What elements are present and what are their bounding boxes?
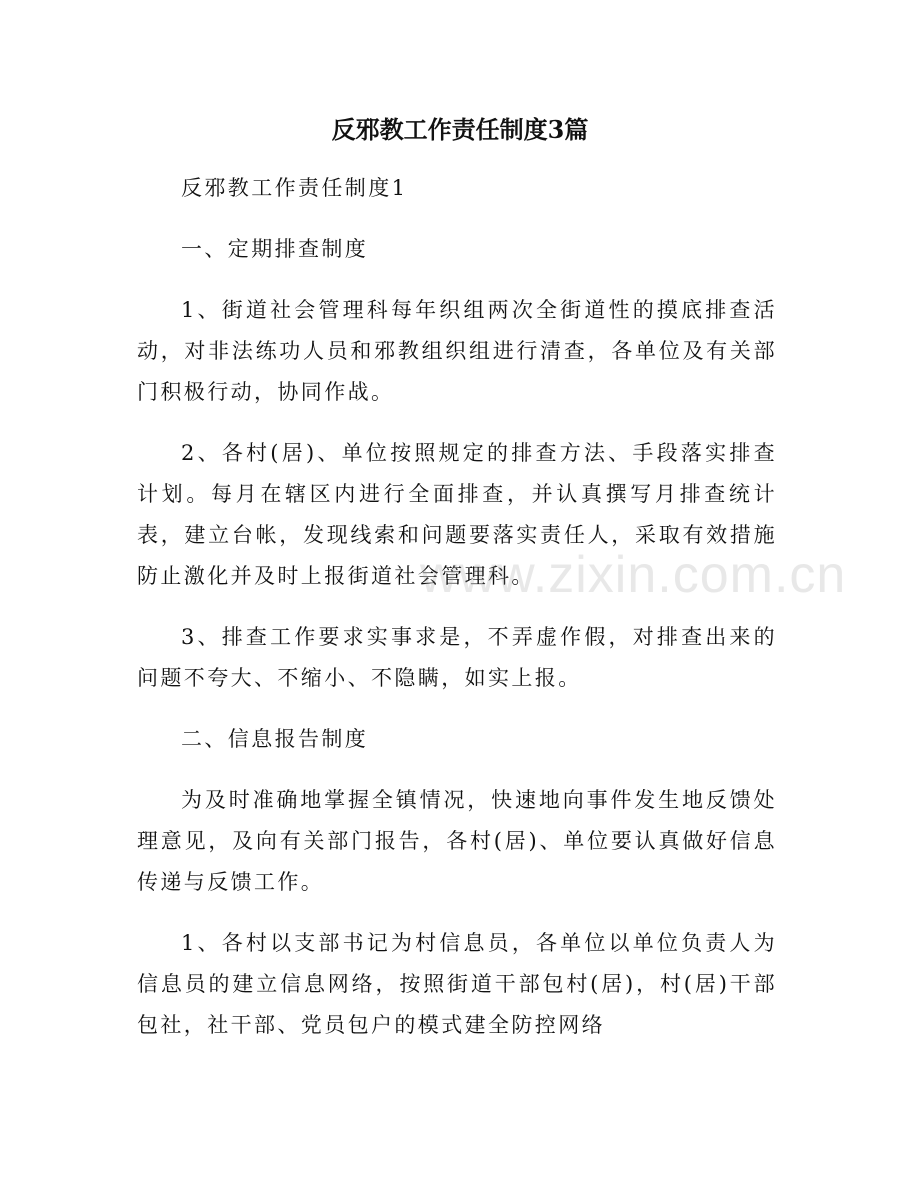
paragraph: 为及时准确地掌握全镇情况，快速地向事件发生地反馈处理意见，及向有关部门报告，各村(居)、单位要认真做好信息传递与反馈工作。 <box>137 788 777 894</box>
document-title: 反邪教工作责任制度3篇 <box>331 115 589 144</box>
paragraph: 3、排查工作要求实事求是，不弄虚作假，对排查出来的问题不夸大、不缩小、不隐瞒，如实上报。 <box>137 625 777 690</box>
watermark: www.zixin.com.cn <box>420 546 847 604</box>
paragraph: 1、各村以支部书记为村信息员，各单位以单位负责人为信息员的建立信息网络，按照街道干部包村(居)，村(居)干部包社，社干部、党员包户的模式建全防控网络 <box>137 931 777 1037</box>
subtitle: 反邪教工作责任制度1 <box>181 176 408 200</box>
section-heading-1: 一、定期排查制度 <box>181 237 369 261</box>
paragraph: 2、各村(居)、单位按照规定的排查方法、手段落实排查计划。每月在辖区内进行全面排查，并认真撰写月排查统计表，建立台帐，发现线索和问题要落实责任人，采取有效措施防止激化并及时上报街道社会管理科。 <box>137 441 777 588</box>
paragraph: 1、街道社会管理科每年织组两次全街道性的摸底排查活动，对非法练功人员和邪教组织组进行清查，各单位及有关部门积极行动，协同作战。 <box>137 298 777 404</box>
section-heading-2: 二、信息报告制度 <box>181 727 369 751</box>
document-body <box>137 168 777 1066</box>
